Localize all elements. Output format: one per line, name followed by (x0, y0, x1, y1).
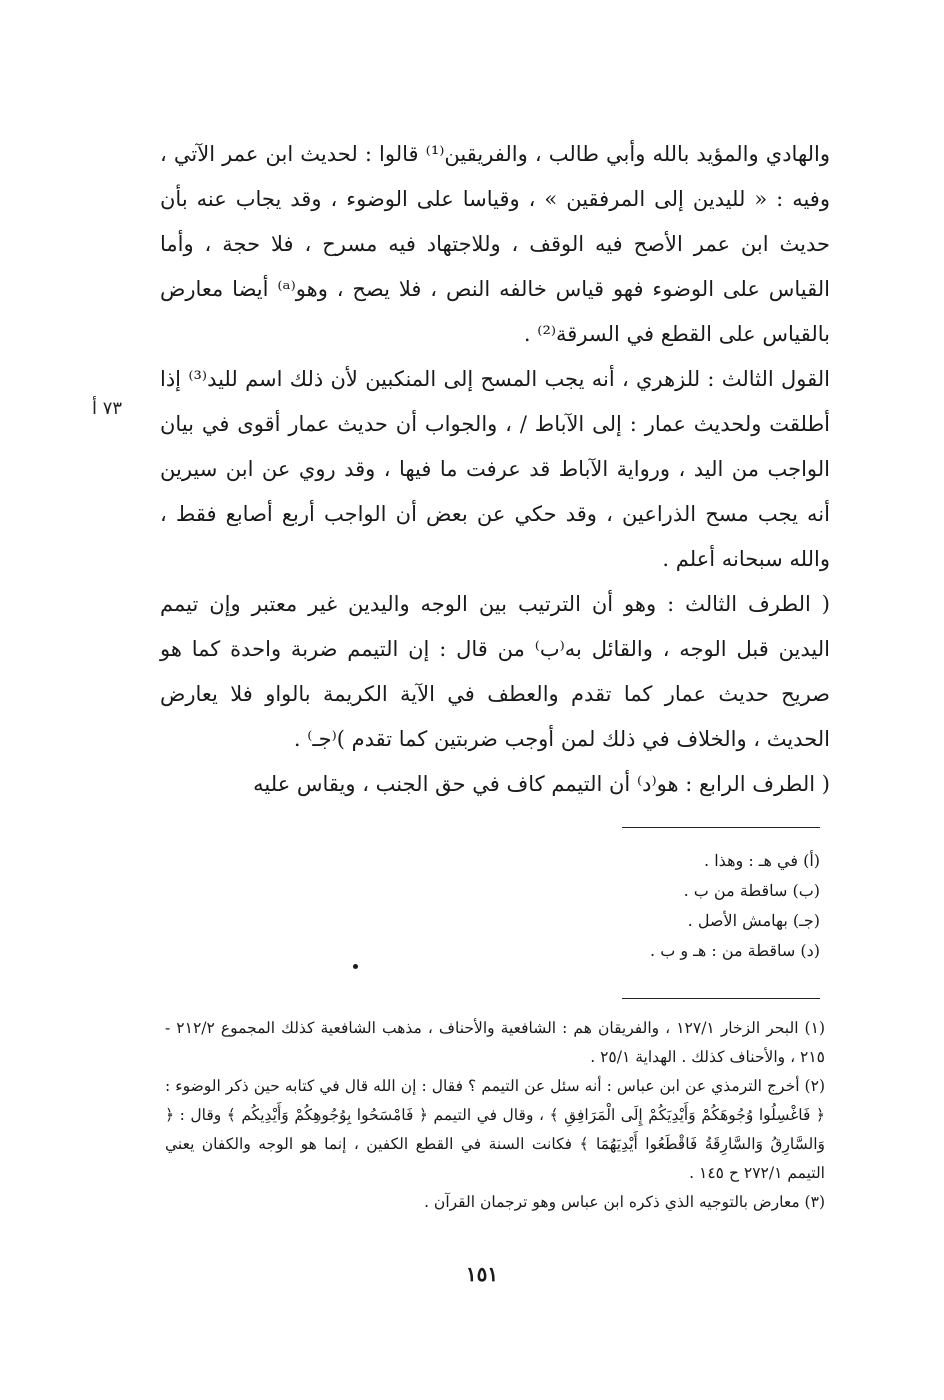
footnote-2: (٢) أخرج الترمذي عن ابن عباس : أنه سئل عن التيمم ؟ فقال : إن الله قال في كتابه حين ذكر الوضوء : ﴿ فَاغْسِلُوا وُجُوهَكُمْ وَأَيْدِيَكُمْ إِلَى الْمَرَافِقِ ﴾ ، وقال في التيمم ﴿ فَامْسَحُوا بِوُجُوهِكُمْ وَأَيْدِيكُم ﴾ وقال : ﴿ وَالسَّارِقُ وَالسَّارِقَةُ فَاقْطَعُوا أَيْدِيَهُمَا ﴾ فكانت السنة في القطع الكفين ، إنما هو الوجه والكفان يعني التيمم ٢٧٢/١ ح ١٤٥ . (165, 1077, 825, 1182)
variant-note-d: (د) ساقطة من : هـ و ب . (650, 941, 820, 960)
page-number: ١٥١ (465, 1262, 499, 1286)
paragraph-2: القول الثالث : للزهري ، أنه يجب المسح إلى المنكبين لأن ذلك اسم لليد⁽³⁾ إذا أطلقت ولحديث عمار : إلى الآباط / ، والجواب أن حديث عمار أقوى في بيان الواجب من اليد ، ورواية الآباط قد عرفت ما فيها ، وقد روي عن ابن سيرين أنه يجب مسح الذراعين ، وقد حكي عن بعض أن الواجب أربع أصابع فقط ، والله سبحانه أعلم . (160, 367, 830, 571)
paragraph-3: ( الطرف الثالث : وهو أن الترتيب بين الوجه واليدين غير معتبر وإن تيمم اليدين قبل الوجه ، والقائل به⁽ب⁾ من قال : إن التيمم ضربة واحدة كما هو صريح حديث عمار كما تقدم والعطف في الآية الكريمة بالواو فلا يعارض الحديث ، والخلاف في ذلك لمن أوجب ضربتين كما تقدم )⁽جـ⁾ . (160, 592, 830, 751)
footnotes (165, 1014, 825, 1217)
variant-note-a: (أ) في هـ : وهذا . (704, 851, 820, 870)
variant-note-j: (جـ) بهامش الأصل . (687, 911, 820, 930)
paragraph-4: ( الطرف الرابع : هو⁽د⁾ أن التيمم كاف في حق الجنب ، ويقاس عليه (253, 772, 830, 796)
separator-rule-footnotes (622, 998, 820, 999)
footnote-3: (٣) معارض بالتوجيه الذي ذكره ابن عباس وهو ترجمان القرآن . (424, 1193, 825, 1211)
ink-dot (353, 964, 358, 969)
main-text-body (160, 132, 830, 807)
variant-note-b: (ب) ساقطة من ب . (683, 881, 820, 900)
paragraph-1: والهادي والمؤيد بالله وأبي طالب ، والفريقين⁽¹⁾ قالوا : لحديث ابن عمر الآتي ، وفيه : « لليدين إلى المرفقين » ، وقياسا على الوضوء ، وقد يجاب عنه بأن حديث ابن عمر الأصح فيه الوقف ، وللاجتهاد فيه مسرح ، فلا حجة ، وأما القياس على الوضوء فهو قياس خالفه النص ، فلا يصح ، وهو⁽ᵃ⁾ أيضا معارض بالقياس على القطع في السرقة⁽²⁾ . (160, 142, 830, 346)
footnote-1: (١) البحر الزخار ١٢٧/١ ، والفريقان هم : الشافعية والأحناف ، مذهب الشافعية كذلك المجموع ٢١٢/٢ - ٢١٥ ، والأحناف كذلك . الهداية ٢٥/١ . (165, 1019, 825, 1066)
variant-notes (400, 846, 820, 966)
manuscript-folio-marker: ٧٣ أ (92, 398, 123, 419)
separator-rule-variants (622, 827, 820, 828)
